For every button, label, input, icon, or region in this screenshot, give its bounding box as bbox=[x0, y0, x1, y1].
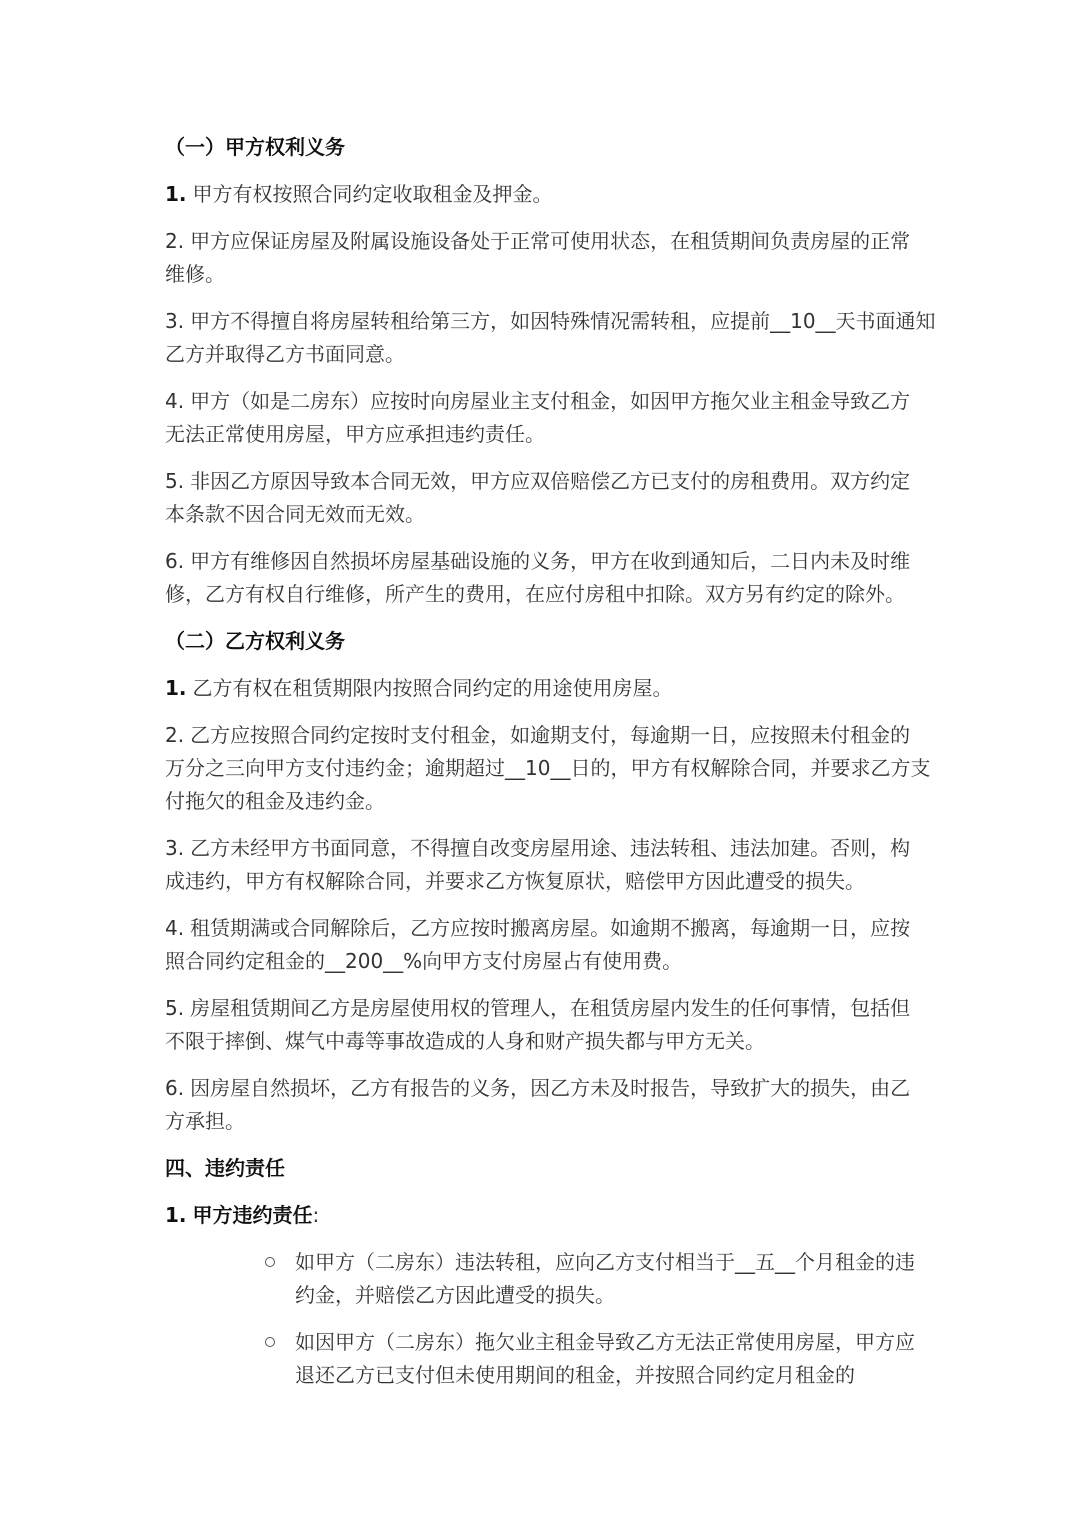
item-text: 乙方未经甲方书面同意，不得擅自改变房屋用途、违法转租、违法加建。否则，构 bbox=[190, 836, 911, 860]
item-number: 2. bbox=[165, 229, 185, 253]
item-text: 甲方不得擅自将房屋转租给第三方，如因特殊情况需转租，应提前__10__天书面通知 bbox=[190, 309, 936, 333]
landlord-item-3 bbox=[165, 305, 1080, 371]
item-line: 乙方并取得乙方书面同意。 bbox=[165, 342, 405, 366]
bullet-icon bbox=[265, 1337, 275, 1347]
item-number: 2. bbox=[165, 723, 185, 747]
item-line bbox=[165, 719, 1080, 752]
tenant-item-5 bbox=[165, 992, 1080, 1058]
item-line: 不限于摔倒、煤气中毒等事故造成的人身和财产损失都与甲方无关。 bbox=[165, 1029, 765, 1053]
item-line bbox=[165, 385, 1080, 418]
item-text: 乙方有权在租赁期限内按照合同约定的用途使用房屋。 bbox=[192, 676, 673, 700]
breach-subheading bbox=[165, 1199, 1080, 1232]
item-text: 甲方有维修因自然损坏房屋基础设施的义务，甲方在收到通知后，二日内未及时维 bbox=[190, 549, 911, 573]
item-line: 维修。 bbox=[165, 262, 225, 286]
item-text: 租赁期满或合同解除后，乙方应按时搬离房屋。如逾期不搬离，每逾期一日，应按 bbox=[190, 916, 911, 940]
item-line bbox=[165, 832, 1080, 865]
tenant-item-2 bbox=[165, 719, 1080, 818]
section-heading-text: （二）乙方权利义务 bbox=[165, 629, 345, 653]
item-line bbox=[165, 178, 1080, 211]
breach-bullet-item-1 bbox=[265, 1246, 1080, 1312]
subheading-suffix: : bbox=[312, 1203, 320, 1227]
breach-bullet-list bbox=[265, 1246, 1080, 1392]
item-text: 非因乙方原因导致本合同无效，甲方应双倍赔偿乙方已支付的房租费用。双方约定 bbox=[190, 469, 911, 493]
item-number: 1. bbox=[165, 182, 187, 206]
item-line bbox=[165, 305, 1080, 338]
item-line: 成违约，甲方有权解除合同，并要求乙方恢复原状，赔偿甲方因此遭受的损失。 bbox=[165, 869, 865, 893]
item-text: 甲方（如是二房东）应按时向房屋业主支付租金，如因甲方拖欠业主租金导致乙方 bbox=[190, 389, 911, 413]
item-text: 乙方应按照合同约定按时支付租金，如逾期支付，每逾期一日，应按照未付租金的 bbox=[190, 723, 911, 747]
tenant-item-6 bbox=[165, 1072, 1080, 1138]
item-line bbox=[165, 992, 1080, 1025]
breach-bullet-item-2 bbox=[265, 1326, 1080, 1392]
subheading-label: 甲方违约责任 bbox=[192, 1203, 313, 1227]
item-number: 4. bbox=[165, 389, 185, 413]
item-number: 3. bbox=[165, 836, 185, 860]
item-line: 付拖欠的租金及违约金。 bbox=[165, 789, 385, 813]
item-line: 万分之三向甲方支付违约金；逾期超过__10__日的，甲方有权解除合同，并要求乙方支 bbox=[165, 756, 931, 780]
item-line bbox=[165, 672, 1080, 705]
section-heading-text: 四、违约责任 bbox=[165, 1156, 285, 1180]
item-number: 3. bbox=[165, 309, 185, 333]
bullet-icon bbox=[265, 1257, 275, 1267]
section-heading-breach bbox=[165, 1152, 1080, 1185]
item-number: 6. bbox=[165, 549, 185, 573]
item-line: 方承担。 bbox=[165, 1109, 245, 1133]
bullet-line: 如因甲方（二房东）拖欠业主租金导致乙方无法正常使用房屋，甲方应 bbox=[295, 1330, 915, 1354]
item-line: 修，乙方有权自行维修，所产生的费用，在应付房租中扣除。双方另有约定的除外。 bbox=[165, 582, 905, 606]
item-number: 5. bbox=[165, 996, 185, 1020]
item-number: 1. bbox=[165, 676, 187, 700]
landlord-item-2 bbox=[165, 225, 1080, 291]
landlord-item-4 bbox=[165, 385, 1080, 451]
landlord-item-6 bbox=[165, 545, 1080, 611]
item-line bbox=[165, 1072, 1080, 1105]
item-text: 房屋租赁期间乙方是房屋使用权的管理人，在租赁房屋内发生的任何事情，包括但 bbox=[190, 996, 911, 1020]
item-number: 5. bbox=[165, 469, 185, 493]
bullet-line: 退还乙方已支付但未使用期间的租金，并按照合同约定月租金的 bbox=[295, 1363, 855, 1387]
item-number: 4. bbox=[165, 916, 185, 940]
item-line: 本条款不因合同无效而无效。 bbox=[165, 502, 425, 526]
item-number: 6. bbox=[165, 1076, 185, 1100]
subheading-line bbox=[165, 1199, 1080, 1232]
tenant-item-1 bbox=[165, 672, 1080, 705]
item-line: 无法正常使用房屋，甲方应承担违约责任。 bbox=[165, 422, 545, 446]
bullet-line: 如甲方（二房东）违法转租，应向乙方支付相当于__五__个月租金的违 bbox=[295, 1250, 915, 1274]
subheading-number: 1. bbox=[165, 1203, 187, 1227]
section-heading-landlord bbox=[165, 131, 1080, 164]
tenant-item-3 bbox=[165, 832, 1080, 898]
landlord-item-5 bbox=[165, 465, 1080, 531]
section-heading-tenant bbox=[165, 625, 1080, 658]
section-heading-text: （一）甲方权利义务 bbox=[165, 135, 345, 159]
item-line bbox=[165, 225, 1080, 258]
item-line: 照合同约定租金的__200__%向甲方支付房屋占有使用费。 bbox=[165, 949, 683, 973]
item-line bbox=[165, 465, 1080, 498]
item-text: 甲方有权按照合同约定收取租金及押金。 bbox=[192, 182, 553, 206]
item-text: 甲方应保证房屋及附属设施设备处于正常可使用状态，在租赁期间负责房屋的正常 bbox=[190, 229, 911, 253]
landlord-item-1 bbox=[165, 178, 1080, 211]
tenant-item-4 bbox=[165, 912, 1080, 978]
item-text: 因房屋自然损坏，乙方有报告的义务，因乙方未及时报告，导致扩大的损失，由乙 bbox=[190, 1076, 911, 1100]
bullet-line: 约金，并赔偿乙方因此遭受的损失。 bbox=[295, 1283, 615, 1307]
item-line bbox=[165, 912, 1080, 945]
item-line bbox=[165, 545, 1080, 578]
